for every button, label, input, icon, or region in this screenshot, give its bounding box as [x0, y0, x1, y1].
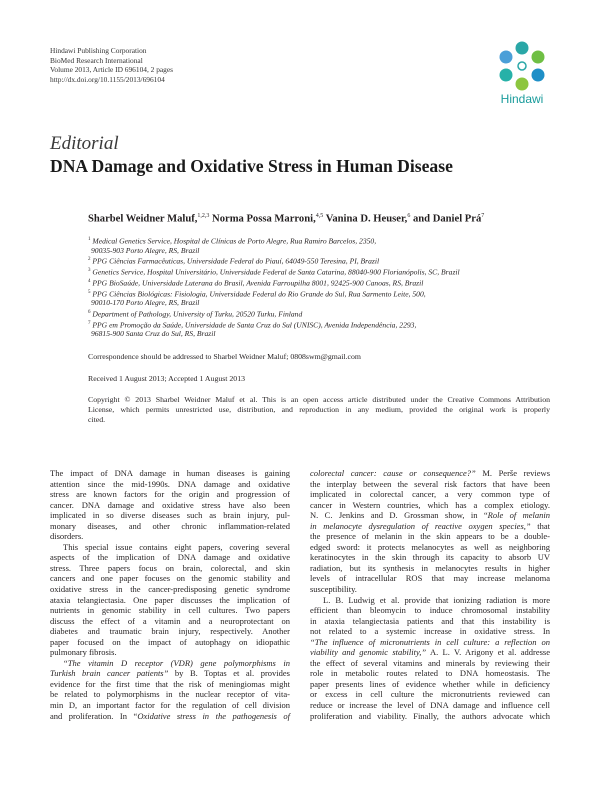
body-text-line: L. B. Ludwig et al. provide that ionizing radiation is more: [323, 594, 550, 605]
copyright-line: cited.: [88, 415, 106, 424]
affiliation-text: PPG Ciências Biológicas: Fisiologia, Universidade Federal do Rio Grande do Sul, Rua Sarmento Leite, 500,: [92, 289, 426, 299]
body-text-line: attention since the mid-1990s. DNA damage and oxidative: [50, 478, 290, 489]
affiliation-number: 6: [88, 309, 91, 315]
affiliation-text: Genetics Service, Hospital Universitário, Universidade Federal de Santa Catarina, 88040-900 Florianópolis, SC, Brazil: [92, 267, 460, 277]
body-text-line: cancer. DNA damage and oxidative stress have also been: [50, 499, 290, 510]
body-text-line: diabetes and traumatic brain injury, respectively. Another: [50, 626, 290, 637]
hindawi-logo-icon: [494, 40, 550, 92]
article-title: DNA Damage and Oxidative Stress in Human Disease: [50, 156, 453, 176]
journal-name: BioMed Research International: [50, 55, 143, 65]
affiliation-number: 3: [88, 267, 91, 273]
author-affil-ref: 7: [481, 213, 485, 219]
body-text-line: stress are known factors for the origin and progression of: [50, 489, 290, 500]
body-text-line: in ataxia telangiectasia patients and that this instability is: [310, 615, 550, 626]
copyright-notice: [88, 395, 550, 425]
affiliation-number: 7: [88, 320, 91, 326]
author-name: Sharbel Weidner Maluf,: [88, 213, 198, 225]
affiliation: [88, 235, 558, 255]
body-text-line: Turkish brain cancer patients” by B. Toptas et al. provides: [50, 668, 290, 679]
body-text-line: min D, an important factor for the regulation of cell division: [50, 700, 290, 711]
body-text-line: efficient than bleomycin to induce chromosomal instability: [310, 605, 550, 616]
affiliations: [88, 235, 558, 339]
body-text-line: discuss the effect of a vitamin and a neuroprotectant on: [50, 615, 290, 626]
body-text-line: keratinocytes in the skin through its capacity to absorb UV: [310, 552, 550, 563]
body-text-line: The impact of DNA damage in human diseases is gaining: [50, 468, 290, 478]
body-text-line: susceptibility.: [310, 584, 357, 595]
affiliation: [88, 266, 558, 277]
affiliation-text-cont: 96815-900 Santa Cruz do Sul, RS, Brazil: [91, 329, 216, 339]
journal-masthead: [50, 46, 173, 84]
affiliation-text: PPG Ciências Farmacêuticas, Universidade Federal do Piauí, 64049-550 Teresina, PI, Brazil: [92, 256, 380, 266]
body-text-line: “The vitamin D receptor (VDR) gene polymorphisms in: [63, 657, 290, 668]
affiliation: [88, 277, 558, 288]
affiliation: [88, 308, 558, 319]
body-text-line: the effect of several vitamins and minerals by reviewing their: [310, 657, 550, 668]
body-text-line: aspects of the implication of DNA damage and oxidative: [50, 552, 290, 563]
author-affil-ref: 6: [407, 213, 411, 219]
author-affil-ref: 4,5: [315, 213, 324, 219]
logo-wordmark: Hindawi: [500, 92, 544, 106]
affiliation-number: 2: [88, 257, 91, 263]
affiliation: [88, 288, 558, 308]
body-text-line: proliferation and viability. Finally, the authors advocate which: [310, 710, 550, 721]
affiliation-text: Department of Pathology, University of Turku, 20520 Turku, Finland: [92, 309, 303, 319]
author-name: Vanina D. Heuser,: [325, 213, 408, 225]
body-text-line: the presence of melanin in the skin appears to be a double-: [310, 531, 550, 542]
body-text-line: edged sword: it protects melanocytes as well as neighboring: [310, 541, 550, 552]
copyright-line: License, which permits unrestricted use, distribution, and reproduction in any medium, provided the original work is properly: [88, 405, 550, 414]
affiliation: [88, 319, 558, 339]
affiliation-number: 5: [88, 289, 91, 295]
body-text-line: radiation, but its synthesis in melanocytes results in higher: [310, 562, 550, 573]
body-text-line: colorectal cancer: cause or consequence?” M. Perše reviews: [310, 468, 550, 478]
body-text-line: nutrients in genomic stability in cell cultures. Two papers: [50, 605, 290, 616]
body-text-line: and proliferation. In “Oxidative stress in the pathogenesis of: [50, 710, 291, 721]
affiliation-number: 1: [88, 237, 91, 242]
body-text-line: stress. Three papers focus on brain, colorectal, and skin: [50, 562, 290, 573]
body-column-right: [310, 468, 550, 721]
body-text-line: cancers and one paper focuses on the genomic stability and: [50, 573, 290, 584]
body-text-line: cancer in Western countries, which has a complex etiology.: [310, 499, 550, 510]
body-text-line: monary diseases, and other chronic inflammation-related: [50, 520, 290, 531]
author-name: Norma Possa Marroni,: [212, 213, 316, 225]
body-text-line: oxidative stress in the cancer-predisposing genetic syndrome: [50, 584, 290, 595]
author-name: and Daniel Prá: [412, 213, 482, 225]
doi-link[interactable]: http://dx.doi.org/10.1155/2013/696104: [50, 74, 165, 84]
author-affil-ref: 1,2,3: [197, 213, 210, 219]
body-text-line: paper presents lines of evidence whether while in deficiency: [310, 678, 550, 689]
affiliation-text: Medical Genetics Service, Hospital de Clínicas de Porto Alegre, Rua Ramiro Barcelos, 2350,: [92, 236, 377, 246]
affiliation-text: PPG em Promoção da Saúde, Universidade de Santa Cruz do Sul (UNISC), Avenida Independência, 2293,: [92, 320, 417, 330]
author-list: [88, 213, 484, 225]
body-text-line: reduce or increase the level of DNA damage and influence cell: [310, 700, 550, 711]
body-text-line: in melanocyte dysregulation of reactive oxygen species,” that: [310, 520, 550, 531]
body-text-line: not related to a systemic increase in oxidative stress. In: [310, 626, 550, 637]
body-text-line: ataxia telangiectasia. One paper discusses the implication of: [50, 594, 290, 605]
copyright-line: Copyright © 2013 Sharbel Weidner Maluf et al. This is an open access article distributed under the Creative Commons Attribution: [88, 395, 550, 404]
body-text-line: be related to polymorphisms in the nuclear receptor of vita-: [50, 689, 290, 700]
body-column-left: [50, 468, 290, 721]
body-text-line: “The influence of micronutrients in cell culture: a reflection on: [310, 636, 550, 647]
body-text-line: role in metabolic routes related to DNA homeostasis. The: [310, 668, 550, 679]
volume-info: Volume 2013, Article ID 696104, 2 pages: [50, 65, 174, 75]
article-type: Editorial: [50, 133, 119, 154]
affiliation-text-cont: 90035-903 Porto Alegre, RS, Brazil: [91, 245, 200, 255]
body-text-line: pulmonary fibrosis.: [50, 647, 117, 658]
affiliation: [88, 255, 558, 266]
affiliation-number: 4: [88, 278, 91, 284]
body-text-line: N. C. Jenkins and D. Grossman show, in “Role of melanin: [310, 510, 551, 521]
body-text-line: This special issue contains eight papers, covering several: [63, 541, 290, 552]
body-text-line: levels of intracellular ROS that may increase melanoma: [310, 573, 550, 584]
correspondence-note: Correspondence should be addressed to Sharbel Weidner Maluf; 0808swm@gmail.com: [88, 352, 361, 361]
body-text-line: disorders.: [50, 531, 84, 542]
body-text-line: viability and genomic stability,” A. L. V. Arigony et al. addresse: [310, 647, 550, 658]
hindawi-logo: [494, 40, 550, 106]
received-dates: Received 1 August 2013; Accepted 1 August 2013: [88, 374, 245, 383]
affiliation-text: PPG BioSaúde, Universidade Luterana do Brasil, Avenida Farroupilha 8001, 92425-900 Canoas, RS, Brazil: [92, 278, 424, 288]
body-text-line: or excess in cell culture the micronutrients reviewed can: [310, 689, 550, 700]
body-text-line: implicated in so diverse diseases such as brain injury, pul-: [50, 510, 290, 521]
affiliation-text-cont: 90010-170 Porto Alegre, RS, Brazil: [91, 298, 200, 308]
body-text-line: the interplay between the several risk factors that have been: [310, 478, 550, 489]
body-text-line: implicated in colorectal cancer, a very common type of: [310, 489, 550, 500]
body-text-line: evidence for the first time that the risk of meningiomas might: [50, 678, 290, 689]
body-text-line: paper focused on the impact of autophagy on idiopathic: [50, 636, 290, 647]
publisher-name: Hindawi Publishing Corporation: [50, 46, 147, 55]
